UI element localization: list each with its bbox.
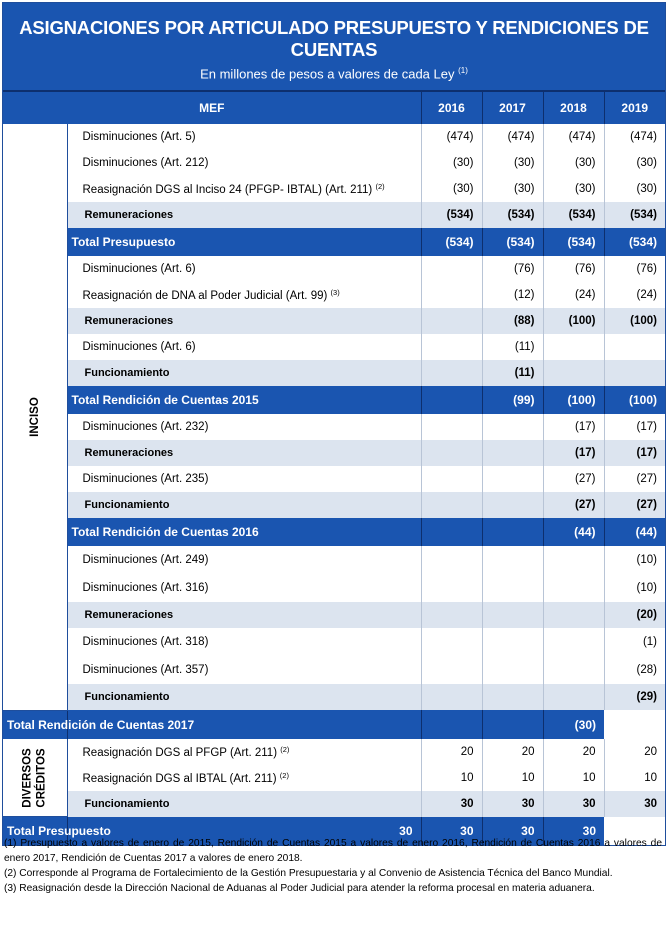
cell-2018: (44) bbox=[543, 518, 604, 546]
table-body bbox=[3, 124, 665, 845]
cell-2018: (27) bbox=[543, 492, 604, 518]
cell-2018: (474) bbox=[543, 124, 604, 150]
cell-2016 bbox=[421, 256, 482, 282]
row-label-text: Reasignación de DNA al Poder Judicial (Art. 99) bbox=[82, 290, 328, 303]
row-label-text: Total Rendición de Cuentas 2017 bbox=[7, 717, 195, 732]
cell-2017: (534) bbox=[482, 228, 543, 256]
cell-2019: (534) bbox=[604, 228, 665, 256]
cell-2018 bbox=[543, 546, 604, 574]
row-label-text: Disminuciones (Art. 318) bbox=[82, 636, 209, 649]
cell-2016 bbox=[421, 518, 482, 546]
row-label bbox=[67, 466, 421, 492]
cell-2016: 20 bbox=[421, 739, 482, 765]
cell-2018: 10 bbox=[543, 765, 604, 791]
cell-2018: (17) bbox=[543, 414, 604, 440]
subtotal-row bbox=[3, 308, 665, 334]
cell-2017: 30 bbox=[482, 791, 543, 817]
col-header-mef: MEF bbox=[3, 92, 421, 124]
table-row bbox=[3, 414, 665, 440]
cell-2017 bbox=[482, 466, 543, 492]
row-label-text: Remuneraciones bbox=[84, 209, 174, 222]
col-header-2016: 2016 bbox=[421, 92, 482, 124]
cell-2016 bbox=[421, 684, 482, 710]
row-label bbox=[67, 360, 421, 386]
cell-2016 bbox=[421, 546, 482, 574]
cell-2017: (12) bbox=[482, 282, 543, 308]
table-row bbox=[3, 282, 665, 308]
row-label-text: Disminuciones (Art. 232) bbox=[82, 421, 209, 434]
cell-2019: (27) bbox=[604, 492, 665, 518]
group-label-inciso bbox=[3, 124, 67, 710]
row-label-text: Disminuciones (Art. 316) bbox=[82, 582, 209, 595]
cell-2018: (100) bbox=[543, 308, 604, 334]
cell-2019: (30) bbox=[604, 176, 665, 202]
total-row bbox=[3, 386, 665, 414]
row-label bbox=[67, 765, 421, 791]
cell-2017 bbox=[482, 628, 543, 656]
cell-2018 bbox=[482, 710, 543, 739]
cell-2016 bbox=[421, 282, 482, 308]
cell-2017: (30) bbox=[482, 150, 543, 176]
cell-2018: (100) bbox=[543, 386, 604, 414]
row-label-text: Total Presupuesto bbox=[7, 824, 111, 839]
subtitle-footnote-ref: (1) bbox=[458, 66, 468, 75]
cell-2018: (30) bbox=[543, 150, 604, 176]
row-label-text: Total Rendición de Cuentas 2015 bbox=[71, 393, 259, 408]
cell-2018: (30) bbox=[543, 176, 604, 202]
cell-2017: (11) bbox=[482, 334, 543, 360]
cell-2016 bbox=[421, 574, 482, 602]
subtotal-row bbox=[3, 492, 665, 518]
cell-2019: (30) bbox=[604, 150, 665, 176]
subtitle-text: En millones de pesos a valores de cada Ley bbox=[200, 66, 455, 82]
cell-2018: (27) bbox=[543, 466, 604, 492]
row-label bbox=[67, 386, 421, 414]
row-label-text: Disminuciones (Art. 5) bbox=[82, 131, 196, 144]
cell-2017 bbox=[482, 492, 543, 518]
row-label-text: Disminuciones (Art. 212) bbox=[82, 157, 209, 170]
cell-2016: 30 bbox=[67, 817, 421, 846]
row-label bbox=[67, 440, 421, 466]
row-label bbox=[67, 791, 421, 817]
cell-2018: (17) bbox=[543, 440, 604, 466]
cell-2018: (24) bbox=[543, 282, 604, 308]
cell-2019: 30 bbox=[543, 817, 604, 846]
table-row bbox=[3, 656, 665, 684]
footnote-1: (1) Presupuesto a valores de enero de 2015, Rendición de Cuentas 2015 a valores de enero 2016, Rendición de Cuentas 2016 a valores de enero 2017, Rendición de Cuentas 2017 a valores de enero 2018. bbox=[4, 838, 662, 864]
row-label-text: Reasignación DGS al Inciso 24 (PFGP- IBTAL) (Art. 211) bbox=[82, 184, 373, 197]
cell-2017: 30 bbox=[421, 817, 482, 846]
cell-2016 bbox=[421, 492, 482, 518]
cell-2016: 30 bbox=[421, 791, 482, 817]
group-inciso-text: INCISO bbox=[28, 397, 41, 437]
total-row bbox=[3, 228, 665, 256]
cell-2016 bbox=[421, 628, 482, 656]
cell-2019: (10) bbox=[604, 574, 665, 602]
budget-table bbox=[3, 92, 665, 845]
cell-2016 bbox=[421, 440, 482, 466]
table-row bbox=[3, 256, 665, 282]
row-label-text: Disminuciones (Art. 6) bbox=[82, 341, 196, 354]
cell-2019: (534) bbox=[604, 202, 665, 228]
subtotal-row bbox=[3, 440, 665, 466]
col-header-2018: 2018 bbox=[543, 92, 604, 124]
cell-2018: (534) bbox=[543, 202, 604, 228]
cell-2019: (100) bbox=[604, 386, 665, 414]
subtotal-row bbox=[3, 684, 665, 710]
cell-2017: (99) bbox=[482, 386, 543, 414]
cell-2019: (17) bbox=[604, 414, 665, 440]
total-row bbox=[3, 710, 665, 739]
cell-2019: (10) bbox=[604, 546, 665, 574]
row-label bbox=[67, 492, 421, 518]
row-label bbox=[67, 150, 421, 176]
cell-2018 bbox=[543, 602, 604, 628]
table-row bbox=[3, 546, 665, 574]
cell-2017 bbox=[482, 684, 543, 710]
cell-2017 bbox=[482, 440, 543, 466]
cell-2018 bbox=[543, 360, 604, 386]
footnote-ref: (2) bbox=[375, 182, 385, 192]
row-label-text: Funcionamiento bbox=[84, 367, 170, 380]
cell-2017 bbox=[482, 518, 543, 546]
cell-2018 bbox=[543, 628, 604, 656]
table-subtitle bbox=[3, 61, 665, 90]
cell-2019: (100) bbox=[604, 308, 665, 334]
row-label bbox=[67, 334, 421, 360]
row-label-text: Remuneraciones bbox=[84, 609, 174, 622]
table-row bbox=[3, 334, 665, 360]
row-label-text: Funcionamiento bbox=[84, 499, 170, 512]
cell-2016: (534) bbox=[421, 202, 482, 228]
subtotal-row bbox=[3, 202, 665, 228]
row-label bbox=[67, 628, 421, 656]
row-label-text: Disminuciones (Art. 6) bbox=[82, 263, 196, 276]
cell-2016 bbox=[421, 414, 482, 440]
table-row bbox=[3, 176, 665, 202]
table-row bbox=[3, 124, 665, 150]
cell-2016 bbox=[421, 466, 482, 492]
cell-2017: 20 bbox=[482, 739, 543, 765]
cell-2017: (76) bbox=[482, 256, 543, 282]
cell-2019 bbox=[604, 334, 665, 360]
row-label bbox=[3, 710, 195, 739]
cell-2019: (44) bbox=[604, 518, 665, 546]
row-label-text: Total Rendición de Cuentas 2016 bbox=[71, 525, 259, 540]
table-row bbox=[3, 765, 665, 791]
cell-2019: (24) bbox=[604, 282, 665, 308]
footnote-ref: (2) bbox=[280, 744, 290, 754]
row-label-text: Reasignación DGS al IBTAL (Art. 211) bbox=[82, 772, 277, 785]
row-label-text: Funcionamiento bbox=[84, 797, 170, 810]
cell-2016: (474) bbox=[421, 124, 482, 150]
cell-2019: (30) bbox=[543, 710, 604, 739]
row-label bbox=[67, 308, 421, 334]
row-label bbox=[67, 602, 421, 628]
subtotal-row bbox=[3, 602, 665, 628]
cell-2016: 10 bbox=[421, 765, 482, 791]
cell-2019 bbox=[604, 360, 665, 386]
row-label bbox=[67, 256, 421, 282]
cell-2018: 20 bbox=[543, 739, 604, 765]
table-row bbox=[3, 150, 665, 176]
cell-2017: (88) bbox=[482, 308, 543, 334]
row-label bbox=[67, 574, 421, 602]
footnotes bbox=[4, 836, 662, 896]
cell-2018 bbox=[543, 656, 604, 684]
table-row bbox=[3, 739, 665, 765]
table-title: ASIGNACIONES POR ARTICULADO PRESUPUESTO Y RENDICIONES DE CUENTAS bbox=[19, 17, 649, 60]
cell-2016 bbox=[421, 602, 482, 628]
cell-2017 bbox=[482, 656, 543, 684]
cell-2017: (30) bbox=[482, 176, 543, 202]
row-label-text: Remuneraciones bbox=[84, 447, 174, 460]
table-row bbox=[3, 574, 665, 602]
cell-2017: (534) bbox=[482, 202, 543, 228]
group-diversos-text bbox=[21, 748, 49, 807]
cell-2016 bbox=[421, 308, 482, 334]
cell-2019: 10 bbox=[604, 765, 665, 791]
cell-2019: 30 bbox=[604, 791, 665, 817]
row-label bbox=[67, 176, 421, 202]
cell-2019: 20 bbox=[604, 739, 665, 765]
row-label-text: Disminuciones (Art. 249) bbox=[82, 554, 209, 567]
cell-2019: (17) bbox=[604, 440, 665, 466]
row-label-text: Funcionamiento bbox=[84, 691, 170, 704]
cell-2017 bbox=[482, 414, 543, 440]
row-label-text: Disminuciones (Art. 235) bbox=[82, 473, 209, 486]
row-label bbox=[67, 656, 421, 684]
row-label bbox=[67, 124, 421, 150]
col-header-2019: 2019 bbox=[604, 92, 665, 124]
table-header bbox=[3, 3, 665, 92]
cell-2017: 10 bbox=[482, 765, 543, 791]
row-label bbox=[67, 202, 421, 228]
cell-2017: (474) bbox=[482, 124, 543, 150]
cell-2019: (28) bbox=[604, 656, 665, 684]
row-label bbox=[67, 739, 421, 765]
row-label bbox=[67, 518, 421, 546]
row-label-text: Reasignación DGS al PFGP (Art. 211) bbox=[82, 746, 278, 759]
cell-2016 bbox=[421, 334, 482, 360]
row-label bbox=[67, 684, 421, 710]
cell-2019: (27) bbox=[604, 466, 665, 492]
cell-2018: (534) bbox=[543, 228, 604, 256]
cell-2018: (76) bbox=[543, 256, 604, 282]
cell-2018: 30 bbox=[482, 817, 543, 846]
cell-2018: 30 bbox=[543, 791, 604, 817]
cell-2016 bbox=[421, 386, 482, 414]
cell-2017 bbox=[482, 546, 543, 574]
cell-2018 bbox=[543, 684, 604, 710]
group-label-diversos-creditos bbox=[3, 739, 67, 817]
footnote-ref: (3) bbox=[330, 288, 340, 298]
group-diversos-line2: CRÉDITOS bbox=[35, 747, 48, 808]
cell-2019: (29) bbox=[604, 684, 665, 710]
table-row bbox=[3, 466, 665, 492]
cell-2017: (11) bbox=[482, 360, 543, 386]
cell-2018 bbox=[543, 334, 604, 360]
cell-2016: (30) bbox=[421, 150, 482, 176]
footnote-3: (3) Reasignación desde la Dirección Nacional de Aduanas al Poder Judicial para atender la reforma procesal en materia aduanera. bbox=[4, 883, 595, 894]
subtotal-row bbox=[3, 791, 665, 817]
cell-2017 bbox=[482, 574, 543, 602]
budget-table-frame bbox=[2, 2, 666, 846]
group-diversos-line1: DIVERSOS bbox=[21, 747, 34, 808]
cell-2019: (1) bbox=[604, 628, 665, 656]
cell-2019: (474) bbox=[604, 124, 665, 150]
row-label-text: Total Presupuesto bbox=[71, 235, 176, 250]
total-row bbox=[3, 518, 665, 546]
footnote-2: (2) Corresponde al Programa de Fortalecimiento de la Gestión Presupuestaria y al Convenio de Asistencia Técnica del Banco Mundial. bbox=[4, 868, 613, 879]
col-header-2017: 2017 bbox=[482, 92, 543, 124]
row-label-text: Remuneraciones bbox=[84, 315, 174, 328]
cell-2018 bbox=[543, 574, 604, 602]
cell-2016: (30) bbox=[421, 176, 482, 202]
row-label bbox=[67, 546, 421, 574]
footnote-ref: (2) bbox=[279, 770, 289, 780]
cell-2016 bbox=[421, 656, 482, 684]
row-label bbox=[67, 282, 421, 308]
subtotal-row bbox=[3, 360, 665, 386]
row-label-text: Disminuciones (Art. 357) bbox=[82, 664, 209, 677]
cell-2016 bbox=[421, 360, 482, 386]
table-row bbox=[3, 628, 665, 656]
row-label bbox=[67, 414, 421, 440]
cell-2019: (76) bbox=[604, 256, 665, 282]
cell-2017 bbox=[482, 602, 543, 628]
row-label bbox=[67, 228, 421, 256]
column-header-row bbox=[3, 92, 665, 124]
cell-2019: (20) bbox=[604, 602, 665, 628]
cell-2017 bbox=[421, 710, 482, 739]
cell-2016: (534) bbox=[421, 228, 482, 256]
